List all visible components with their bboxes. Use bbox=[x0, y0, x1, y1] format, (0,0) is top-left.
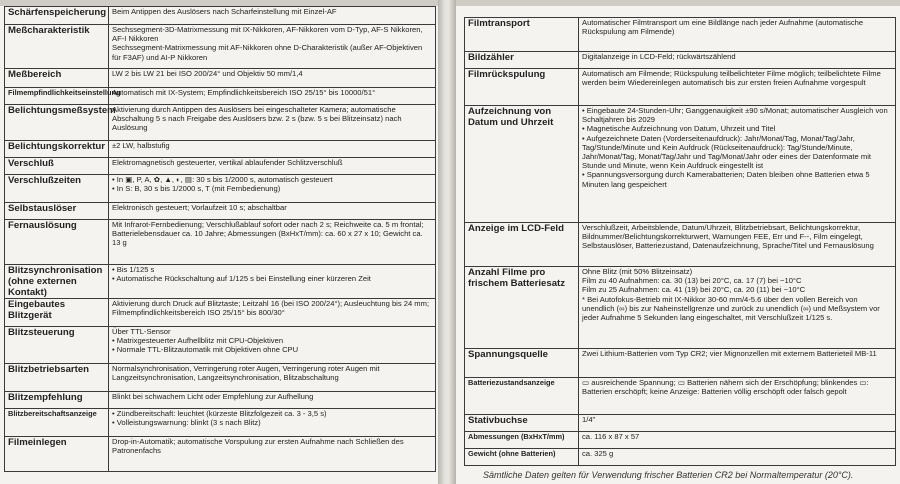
footnote: Sämtliche Daten gelten für Verwendung frischer Batterien CR2 bei Normaltemperatur (20°C). bbox=[483, 470, 854, 480]
spec-row bbox=[5, 392, 436, 409]
spec-value: Mit Infrarot-Fernbedienung; Verschlußablauf sofort oder nach 2 s; Reichweite ca. 5 m frontal; Batterielebensdauer ca. 10 Jahre; Abmessungen (BxHxT/mm): ca. 60 x 27 x 10; Gewicht ca. 13 g bbox=[109, 220, 436, 265]
spec-value: Elektromagnetisch gesteuerter, vertikal ablaufender Schlitzverschluß bbox=[109, 158, 436, 175]
spec-label: Anzahl Filme pro frischem Batteriesatz bbox=[465, 267, 579, 349]
spec-value: • Eingebaute 24-Stunden-Uhr; Ganggenauigkeit ±90 s/Monat; automatischer Ausgleich von Schaltjahren bis 2029 • Magnetische Aufzeichnung von Datum, Uhrzeit und Titel • Aufgezeichnete Daten (Vorderseitenaufdruck): Jahr/Monat/Tag, Monat/Tag/Jahr, Tag/Stunde/Minute und Kein Aufdruck (Rückseitenaufdruck): Tag/Stunde/Minute, Jahr/Monat/Tag, Monat/Tag/Jahr und Tag/Monat/Jahr oder eines der Datenformate mit Stunde und Minute, wenn Kein Aufdruck eingestellt ist • Spannungsversorgung durch Kamerabatterien; Daten bleiben ohne Batterien etwa 5 Minuten lang gespeichert bbox=[579, 106, 896, 223]
spec-label: Belichtungskorrektur bbox=[5, 141, 109, 158]
spec-label: Bildzähler bbox=[465, 52, 579, 69]
spec-row bbox=[5, 220, 436, 265]
spec-value: • Bis 1/125 s • Automatische Rückschaltung auf 1/125 s bei Einstellung einer kürzeren Zeit bbox=[109, 265, 436, 299]
spec-label: Eingebautes Blitzgerät bbox=[5, 299, 109, 327]
spec-label: Spannungsquelle bbox=[465, 349, 579, 378]
spec-row bbox=[5, 69, 436, 88]
spec-row bbox=[5, 158, 436, 175]
spec-value: Automatischer Filmtransport um eine Bildlänge nach jeder Aufnahme (automatische Rückspulung am Filmende) bbox=[579, 18, 896, 52]
spec-label: Blitzsteuerung bbox=[5, 327, 109, 364]
spec-row bbox=[5, 141, 436, 158]
spec-label: Meßbereich bbox=[5, 69, 109, 88]
spec-label: Anzeige im LCD-Feld bbox=[465, 223, 579, 267]
spec-row bbox=[5, 409, 436, 437]
spec-value: • Zündbereitschaft: leuchtet (kürzeste Blitzfolgezeit ca. 3 - 3,5 s) • Volleistungswarnung: blinkt (3 s nach Blitz) bbox=[109, 409, 436, 437]
spec-label: Abmessungen (BxHxT/mm) bbox=[465, 432, 579, 449]
spec-row bbox=[465, 449, 896, 466]
spec-table-right bbox=[464, 17, 896, 466]
spec-label: Gewicht (ohne Batterien) bbox=[465, 449, 579, 466]
spec-value: Aktivierung durch Druck auf Blitztaste; Leitzahl 16 (bei ISO 200/24°); Ausleuchtung bis 24 mm; Filmempfindlichkeitsbereich ISO 25/15° bis 800/30° bbox=[109, 299, 436, 327]
spec-row bbox=[5, 299, 436, 327]
spec-label: Aufzeichnung von Datum und Uhrzeit bbox=[465, 106, 579, 223]
spec-row bbox=[465, 415, 896, 432]
spec-row bbox=[465, 432, 896, 449]
spec-label: Blitzbereitschaftsanzeige bbox=[5, 409, 109, 437]
spec-value: ±2 LW, halbstufig bbox=[109, 141, 436, 158]
spec-row bbox=[5, 437, 436, 472]
spec-label: Filmtransport bbox=[465, 18, 579, 52]
spec-row bbox=[465, 106, 896, 223]
spec-row bbox=[465, 349, 896, 378]
spec-row bbox=[5, 327, 436, 364]
spec-row bbox=[465, 52, 896, 69]
spec-label: Meßcharakteristik bbox=[5, 25, 109, 69]
spec-label: Blitzsynchronisation (ohne externen Kontakt) bbox=[5, 265, 109, 299]
spec-row bbox=[5, 7, 436, 25]
spec-value: Drop-in-Automatik; automatische Vorspulung zur ersten Aufnahme nach Schließen des Patronenfachs bbox=[109, 437, 436, 472]
spec-row bbox=[465, 18, 896, 52]
spec-value: Automatisch mit IX-System; Empfindlichkeitsbereich ISO 25/15° bis 10000/51° bbox=[109, 88, 436, 105]
spec-table-left bbox=[4, 6, 436, 472]
spec-row bbox=[465, 69, 896, 106]
spec-value: Ohne Blitz (mit 50% Blitzeinsatz) Film zu 40 Aufnahmen: ca. 30 (13) bei 20°C, ca. 17 (7) bei −10°C Film zu 25 Aufnahmen: ca. 41 (19) bei 20°C, ca. 20 (11) bei −10°C * Bei Autofokus-Betrieb mit IX-Nikkor 30-60 mm/4-5.6 über den vollen Bereich von unendlich (∞) bis zur Naheinstellgrenze und zurück zu unendlich (∞) und Meßsystem vor jeder Aufnahme 5 Sekunden lang eingeschaltet, mit Verschlußzeit 1/125 s. bbox=[579, 267, 896, 349]
spec-row bbox=[465, 378, 896, 415]
spec-value: Blinkt bei schwachem Licht oder Empfehlung zur Aufhellung bbox=[109, 392, 436, 409]
left-page bbox=[0, 0, 438, 484]
spec-label: Belichtungsmeßsystem bbox=[5, 105, 109, 141]
spec-row bbox=[5, 105, 436, 141]
right-page bbox=[456, 0, 900, 484]
page-top-edge bbox=[456, 0, 900, 6]
spec-row bbox=[465, 267, 896, 349]
spec-label: Filmeinlegen bbox=[5, 437, 109, 472]
spec-value: • In ▣, P, A, ✿, ▲, ◐, ▤: 30 s bis 1/2000 s, automatisch gesteuert • In S: B, 30 s bis 1/2000 s, T (mit Fernbedienung) bbox=[109, 175, 436, 203]
spec-value: 1/4" bbox=[579, 415, 896, 432]
spec-label: Blitzempfehlung bbox=[5, 392, 109, 409]
spec-label: Selbstauslöser bbox=[5, 203, 109, 220]
spec-table-left-body bbox=[5, 7, 436, 472]
spec-label: Schärfenspeicherung bbox=[5, 7, 109, 25]
spec-row bbox=[5, 203, 436, 220]
spec-label: Stativbuchse bbox=[465, 415, 579, 432]
spec-value: Elektronisch gesteuert; Vorlaufzeit 10 s; abschaltbar bbox=[109, 203, 436, 220]
spec-row bbox=[465, 223, 896, 267]
spec-value: Digitalanzeige in LCD-Feld; rückwärtszählend bbox=[579, 52, 896, 69]
spec-row bbox=[5, 88, 436, 105]
book-gutter bbox=[438, 0, 456, 484]
spec-label: Batteriezustandsanzeige bbox=[465, 378, 579, 415]
spec-row bbox=[5, 175, 436, 203]
spec-value: Zwei Lithium-Batterien vom Typ CR2; vier Mignonzellen mit externem Batterieteil MB-11 bbox=[579, 349, 896, 378]
spec-value: Verschlußzeit, Arbeitsblende, Datum/Uhrzeit, Blitzbetriebsart, Belichtungskorrektur, Bildnummer/Belichtungskorrekturwert, Warnungen FEE, Err und F--, Film eingelegt, Selbstauslöser, Batteriezustand, Datenaufzeichnung, Sprache/Titel und Fernauslösung bbox=[579, 223, 896, 267]
spec-label: Blitzbetriebsarten bbox=[5, 364, 109, 392]
spec-value: Aktivierung durch Antippen des Auslösers bei eingeschalteter Kamera; automatische Abschaltung 5 s nach Freigabe des Auslösers bzw. 2 s (bzw. 5 s bei Blitzeinsatz) nach Auslösung bbox=[109, 105, 436, 141]
spec-row bbox=[5, 364, 436, 392]
spec-row bbox=[5, 25, 436, 69]
spec-row bbox=[5, 265, 436, 299]
spec-value: Über TTL-Sensor • Matrixgesteuerter Aufhellblitz mit CPU-Objektiven • Normale TTL-Blitzautomatik mit Objektiven ohne CPU bbox=[109, 327, 436, 364]
spec-value: Automatisch am Filmende; Rückspulung teilbelichteter Filme möglich; teilbelichtete Filme werden beim Wiedereinlegen automatisch bis zur ersten freien Aufnahme vorgespult bbox=[579, 69, 896, 106]
spec-table-right-body bbox=[465, 18, 896, 466]
spec-label: Fernauslösung bbox=[5, 220, 109, 265]
spec-value: LW 2 bis LW 21 bei ISO 200/24° und Objektiv 50 mm/1,4 bbox=[109, 69, 436, 88]
spec-value: Beim Antippen des Auslösers nach Scharfeinstellung mit Einzel-AF bbox=[109, 7, 436, 25]
spec-label: Filmrückspulung bbox=[465, 69, 579, 106]
spec-value: Sechssegment-3D-Matrixmessung mit IX-Nikkoren, AF-Nikkoren vom D-Typ, AF-S Nikkoren, AF-I Nikkoren Sechssegment-Matrixmessung mit AF-Nikkoren ohne D-Charakteristik (außer AF-Objektiven für F3AF) und AI-P Nikkoren bbox=[109, 25, 436, 69]
spec-value: ca. 325 g bbox=[579, 449, 896, 466]
spec-label: Filmempfindlichkeitseinstellung bbox=[5, 88, 109, 105]
spec-label: Verschlußzeiten bbox=[5, 175, 109, 203]
spec-value: ▭ ausreichende Spannung; ▭ Batterien nähern sich der Erschöpfung; blinkendes ▭: Batterien erschöpft; keine Anzeige: Batterien völlig erschöpft oder falsch gepolt bbox=[579, 378, 896, 415]
spec-label: Verschluß bbox=[5, 158, 109, 175]
spec-value: ca. 116 x 87 x 57 bbox=[579, 432, 896, 449]
spec-value: Normalsynchronisation, Verringerung roter Augen, Verringerung roter Augen mit Langzeitsynchronisation, Langzeitsynchronisation, Blitzabschaltung bbox=[109, 364, 436, 392]
